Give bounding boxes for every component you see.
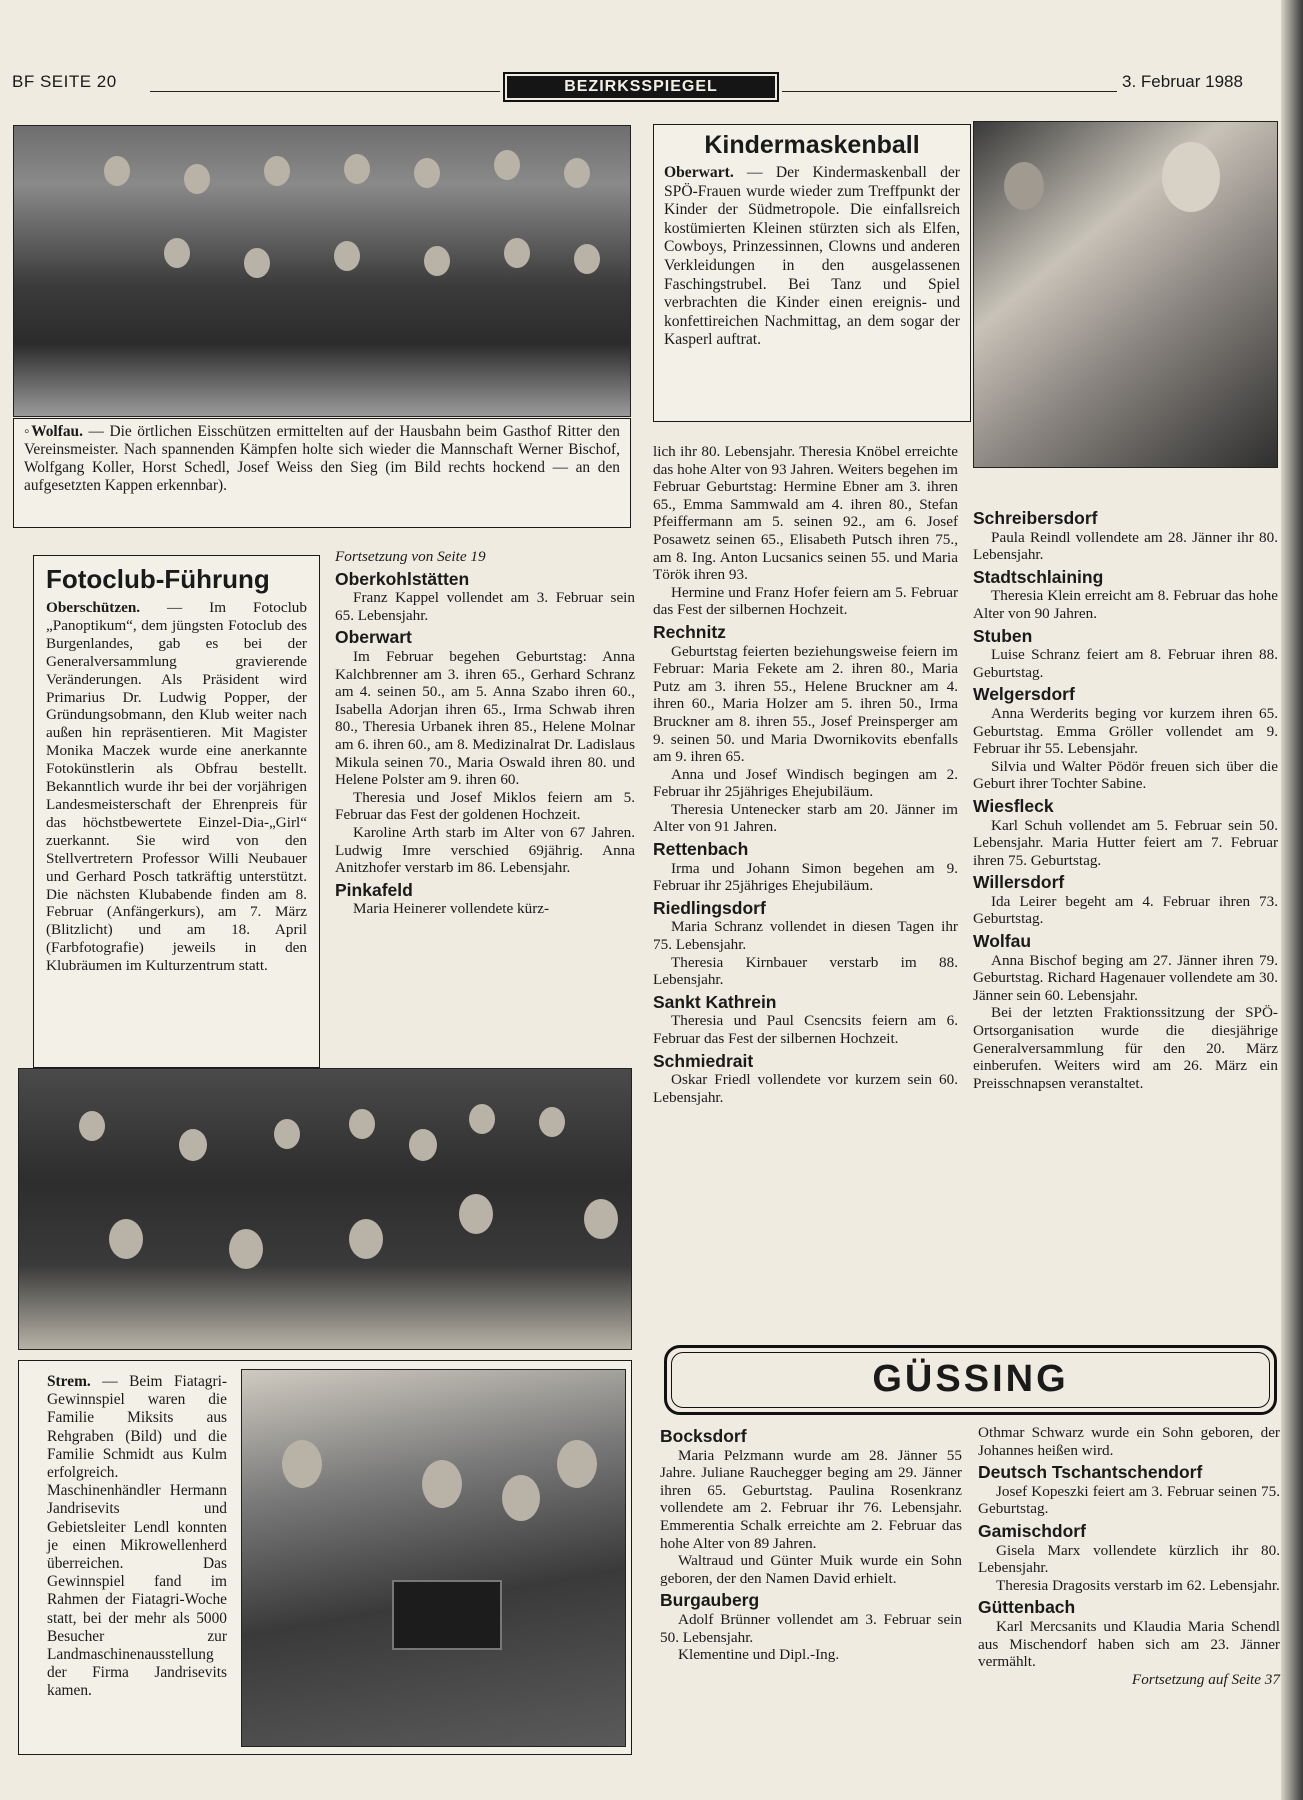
rechnitz-p3: Theresia Untenecker starb am 20. Jänner im Alter von 91 Jahren. bbox=[653, 800, 958, 836]
fotoclub-place: Oberschützen. bbox=[46, 599, 141, 616]
wolfau-p1: Anna Bischof beging am 27. Jänner ihren 79. Geburtstag. Richard Hagenauer vollendete am 30. Jänner sein 60. Lebensjahr. bbox=[973, 951, 1278, 1004]
page-number: BF SEITE 20 bbox=[12, 72, 117, 91]
tschantschendorf-heading: Deutsch Tschantschendorf bbox=[978, 1462, 1203, 1483]
welgersdorf-p1: Anna Werderits beging vor kurzem ihren 65. Geburtstag. Emma Gröller vollendet am 9. Februar ihr 55. Lebensjahr. bbox=[973, 704, 1278, 758]
fotoclub-article bbox=[33, 555, 320, 1068]
wolfau-caption: ◦Wolfau. — Die örtlichen Eisschützen ermittelten auf der Hausbahn beim Gasthof Ritter den Vereinsmeister. Nach spannenden Kämpfen holte sich wieder die Mannschaft Werner Bischof, Wolfgang Koller, Horst Schedl, Josef Weiss den Sieg (im Bild rechts hockend — an den aufgesetzten Kappen erkennbar). bbox=[13, 418, 631, 528]
wolfau-p2: Bei der letzten Fraktionssitzung der SPÖ-Ortsorganisation wurde die diesjährige Generalversammlung für den 20. März einberufen. Weiters wird am 26. März ein Preisschnapsen veranstaltet. bbox=[973, 1004, 1278, 1092]
rettenbach-p: Irma und Johann Simon begehen am 9. Februar ihr 25jähriges Ehejubiläum. bbox=[653, 859, 958, 895]
strem-prize-photo bbox=[241, 1369, 626, 1747]
column-2 bbox=[335, 548, 635, 918]
kindermaskenball-title: Kindermaskenball bbox=[704, 131, 920, 159]
wiesfleck-p: Karl Schuh vollendet am 5. Februar sein 50. Lebensjahr. Maria Hutter feiert am 7. Februar ihren 75. Geburtstag. bbox=[973, 816, 1278, 869]
continued-from: Fortsetzung von Seite 19 bbox=[335, 548, 486, 565]
wiesfleck-heading: Wiesfleck bbox=[973, 795, 1054, 816]
strem-article bbox=[18, 1360, 632, 1755]
schreibersdorf-heading: Schreibersdorf bbox=[973, 508, 1098, 528]
gamischdorf-p2: Theresia Dragosits verstarb im 62. Lebensjahr. bbox=[996, 1576, 1280, 1594]
section-banner-label: BEZIRKSSPIEGEL bbox=[507, 76, 775, 98]
bocksdorf-p1: Maria Pelzmann wurde am 28. Jänner 55 Jahre. Juliane Rauchegger beging am 29. Jänner ihren 65. Geburtstag. Paulina Rosenkranz vollendete am 2. Februar ihr 76. Lebensjahr. Emmerentia Schalk erreichte am 2. Februar das hohe Alter von 89 Jahren. bbox=[660, 1446, 962, 1552]
tschantschendorf-p: Josef Kopeszki feiert am 3. Februar seinen 75. Geburtstag. bbox=[978, 1482, 1280, 1518]
rettenbach-heading: Rettenbach bbox=[653, 839, 749, 860]
gamischdorf-heading: Gamischdorf bbox=[978, 1520, 1086, 1541]
issue-date: 3. Februar 1988 bbox=[1122, 72, 1243, 91]
wolfau-caption-place: Wolfau. bbox=[31, 423, 83, 440]
continued-on: Fortsetzung auf Seite 37 bbox=[1131, 1670, 1280, 1688]
fotoclub-group-photo bbox=[18, 1068, 632, 1350]
willersdorf-heading: Willersdorf bbox=[973, 872, 1065, 893]
strem-place: Strem. bbox=[47, 1373, 91, 1390]
guessing-column-left bbox=[660, 1423, 962, 1664]
fotoclub-text: — Im Fotoclub „Panoptikum“, dem jüngsten Fotoclub des Burgenlandes, gab es bei der Generalversammlung gravierende Veränderungen. Als Präsident wird Primarius Dr. Ludwig Popper, der Gründungsobmann, den Klub weiter nach außen hin repräsentieren. Mit Magister Monika Maczek wurde eine anerkannte Fotokünstlerin als Obfrau bestellt. Bekanntlich wurde ihr bei der vorjährigen Landesmeisterschaft der Ehrenpreis für das höchstbewertete Einzel-Dia-„Girl“ zuerkannt. Sie wird von den Stellvertretern Professor Willi Neubauer und Gerhard Posch tatkräftig unterstützt. Die nächsten Klubabende finden am 8. Februar (Anfängerkurs), am 7. März (Blitzlicht) und am 18. April (Farbfotografie) jeweils in den Klubräumen im Kulturzentrum statt. bbox=[46, 599, 307, 975]
col3-p1: Hermine und Franz Hofer feiern am 5. Februar das Fest der silbernen Hochzeit. bbox=[653, 583, 958, 619]
oberwart-p2: Theresia und Josef Miklos feiern am 5. Februar das Fest der goldenen Hochzeit. bbox=[335, 788, 635, 824]
willersdorf-p: Ida Leirer begeht am 4. Februar ihren 73. Geburtstag. bbox=[973, 892, 1278, 928]
kindermaskenball-photo bbox=[973, 121, 1278, 468]
stadtschlaining-p: Theresia Klein erreicht am 8. Februar das hohe Alter von 90 Jahren. bbox=[973, 587, 1278, 622]
oberwart-p1: Im Februar begehen Geburtstag: Anna Kalchbrenner am 3. ihren 65., Gerhard Schranz am 4. seinen 50., am 5. Anna Szabo ihren 60., Isabella Adorjan ihren 65., Irma Schwab ihren 80., Theresia Urbanek ihren 85., Helene Molnar am 6. ihren 60., am 8. Medizinalrat Dr. Ladislaus Mikula seinen 70., Maria Oswald ihren 80. und Helene Polster am 9. ihren 60. bbox=[335, 647, 635, 789]
riedlingsdorf-p1: Maria Schranz vollendet in diesen Tagen ihr 75. Lebensjahr. bbox=[653, 918, 958, 954]
schmiedrait-p: Oskar Friedl vollendete vor kurzem sein 60. Lebensjahr. bbox=[653, 1071, 958, 1106]
strem-text: — Beim Fiatagri-Gewinnspiel waren die Familie Miksits aus Rehgraben (Bild) und die Familie Schmidt aus Kulm erfolgreich. Maschinenhändler Hermann Jandrisevits und Gebietsleiter Lendl konnten je einen Mikrowellenherd überreichen. Das Gewinnspiel fand im Rahmen der Fiatagri-Woche statt, bei der mehr als 5000 Besucher zur Landmaschinenausstellung der Firma Jandrisevits kamen. bbox=[47, 1373, 227, 1700]
guettenbach-heading: Güttenbach bbox=[978, 1597, 1076, 1618]
wolfau-caption-text: — Die örtlichen Eisschützen ermittelten auf der Hausbahn beim Gasthof Ritter den Vereinsmeister. Nach spannenden Kämpfen holte sich wieder die Mannschaft Werner Bischof, Wolfgang Koller, Horst Schedl, Josef Weiss den Sieg (im Bild rechts hockend — an den aufgesetzten Kappen erkennbar). bbox=[24, 423, 620, 494]
welgersdorf-p2: Silvia und Walter Pödör freuen sich über die Geburt ihrer Tochter Sabine. bbox=[973, 757, 1278, 793]
column-4 bbox=[973, 505, 1278, 1092]
rechnitz-heading: Rechnitz bbox=[653, 621, 726, 642]
guessing-banner bbox=[664, 1345, 1277, 1415]
schreibersdorf-p: Paula Reindl vollendete am 28. Jänner ihr 80. Lebensjahr. bbox=[973, 528, 1278, 564]
kathrein-p: Theresia und Paul Csencsits feiern am 6. Februar das Fest der silbernen Hochzeit. bbox=[653, 1012, 958, 1047]
oberwart-heading: Oberwart bbox=[335, 627, 412, 648]
welgersdorf-heading: Welgersdorf bbox=[973, 684, 1075, 705]
guettenbach-p: Karl Mercsanits und Klaudia Maria Schendl aus Mischendorf haben sich am 23. Jänner vermählt. bbox=[978, 1617, 1280, 1671]
fotoclub-title: Fotoclub-Führung bbox=[46, 564, 270, 594]
header-rule-left bbox=[150, 91, 500, 92]
rechnitz-p1: Geburtstag feierten beziehungsweise feiern im Februar: Maria Fekete am 2. ihren 80., Maria Putz am 3. ihren 55., Helene Bruckner am 4. ihren 60., Maria Holzer am 5. ihren 50., Irma Bruckner am 8. ihren 55., Josef Preinsperger am 9. seinen 50. und Maria Dwornikovits ebenfalls am 9. ihren 65. bbox=[653, 642, 958, 766]
guessing-column-right bbox=[978, 1424, 1280, 1688]
riedlingsdorf-p2: Theresia Kirnbauer verstarb im 88. Lebensjahr. bbox=[653, 953, 958, 989]
section-banner bbox=[503, 72, 779, 102]
burgauberg-p2: Klementine und Dipl.-Ing. bbox=[678, 1646, 840, 1664]
stuben-heading: Stuben bbox=[973, 625, 1033, 646]
header-rule-right bbox=[782, 91, 1117, 92]
rechnitz-p2: Anna und Josef Windisch begingen am 2. Februar ihr 25jähriges Ehejubiläum. bbox=[653, 765, 958, 801]
oberkohl-p: Franz Kappel vollendet am 3. Februar sein 65. Lebensjahr. bbox=[335, 589, 635, 624]
kinder-text: — Der Kindermaskenball der SPÖ-Frauen wurde wieder zum Treffpunkt der Kinder der Südmetropole. Die einfallsreich kostümierten Kleinen stürzten sich als Elfen, Cowboys, Prinzessinnen, Clowns und anderen Verkleidungen in den ausgelassenen Faschingstrubel. Bei Tanz und Spiel verbrachten die Kinder einen ereignis- und konfettireichen Nachmittag, an dem sogar der Kasperl auftrat. bbox=[664, 164, 960, 349]
bocksdorf-p2: Waltraud und Günter Muik wurde ein Sohn geboren, der den Namen David erhielt. bbox=[660, 1552, 962, 1587]
burgauberg-heading: Burgauberg bbox=[660, 1590, 760, 1611]
oberkohl-heading: Oberkohlstätten bbox=[335, 568, 470, 589]
kinder-place: Oberwart. bbox=[664, 164, 734, 181]
bocksdorf-heading: Bocksdorf bbox=[660, 1426, 747, 1446]
pinkafeld-heading: Pinkafeld bbox=[335, 879, 413, 900]
stuben-p: Luise Schranz feiert am 8. Februar ihren 88. Geburtstag. bbox=[973, 646, 1278, 681]
col3-p0: lich ihr 80. Lebensjahr. Theresia Knöbel erreichte das hohe Alter von 93 Jahren. Weiters begehen im Februar Geburtstag: Hermine Ebner am 3. ihren 65., Emma Sammwald am 4. ihren 80., Stefan Pfeiffermann am 5. seinen 92., am 6. Josef Posawetz seinen 65., Elisabeth Putsch ihren 75., am 8. Ing. Anton Lucsanics seinen 55. und Maria Török ihren 93. bbox=[653, 443, 958, 584]
schmiedrait-heading: Schmiedrait bbox=[653, 1050, 754, 1071]
riedlingsdorf-heading: Riedlingsdorf bbox=[653, 897, 766, 918]
kindermaskenball-article bbox=[653, 124, 971, 422]
burgauberg-p1: Adolf Brünner vollendet am 3. Februar sein 50. Lebensjahr. bbox=[660, 1610, 962, 1646]
gamischdorf-p1: Gisela Marx vollendete kürzlich ihr 80. Lebensjahr. bbox=[978, 1541, 1280, 1577]
wolfau-heading: Wolfau bbox=[973, 931, 1032, 952]
column-3-top bbox=[653, 443, 958, 1106]
page-edge-shadow bbox=[1281, 0, 1303, 1800]
wolfau-team-photo bbox=[13, 125, 631, 417]
othmar-p: Othmar Schwarz wurde ein Sohn geboren, der Johannes heißen wird. bbox=[978, 1424, 1280, 1459]
guessing-banner-label: GÜSSING bbox=[671, 1352, 1270, 1408]
kathrein-heading: Sankt Kathrein bbox=[653, 991, 777, 1012]
oberwart-p3: Karoline Arth starb im Alter von 67 Jahren. Ludwig Imre verschied 69jährig. Anna Anitzhofer verstarb im 86. Lebensjahr. bbox=[335, 823, 635, 877]
pinkafeld-p: Maria Heinerer vollendete kürz- bbox=[353, 900, 550, 918]
stadtschlaining-heading: Stadtschlaining bbox=[973, 566, 1104, 587]
